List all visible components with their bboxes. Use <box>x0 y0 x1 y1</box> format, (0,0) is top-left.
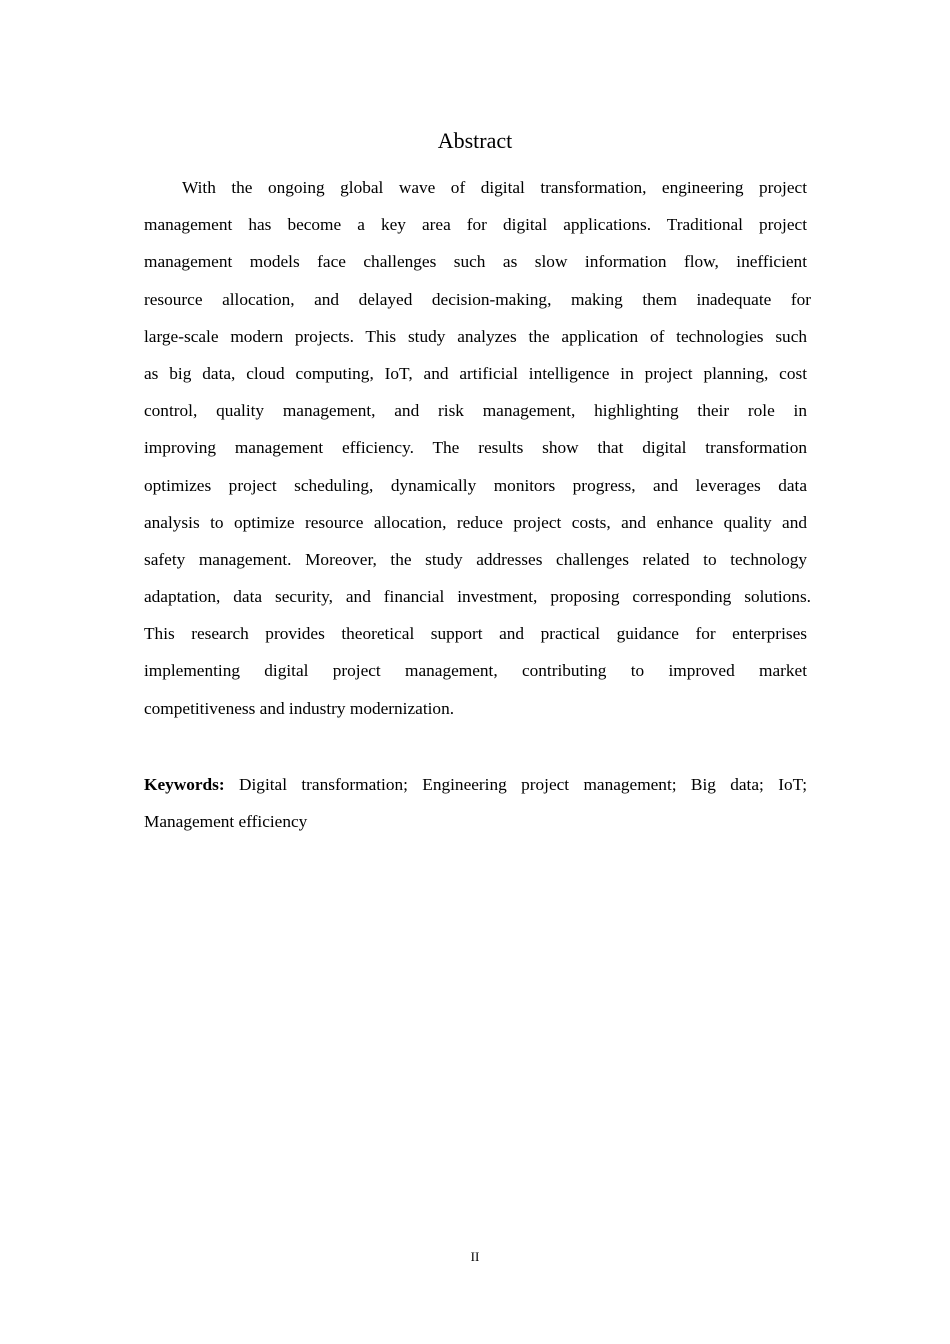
abstract-heading: Abstract <box>437 128 513 153</box>
abstract-line: control, quality management, and risk management, highlighting their role in <box>144 401 807 421</box>
abstract-body <box>144 172 811 730</box>
abstract-line: This research provides theoretical support and practical guidance for enterprises <box>144 624 807 644</box>
keywords-label: Keywords: <box>144 775 225 794</box>
abstract-line: management has become a key area for digital applications. Traditional project <box>144 215 807 235</box>
keywords-line-continued: Management efficiency <box>144 812 308 832</box>
abstract-line: analysis to optimize resource allocation, reduce project costs, and enhance quality and <box>144 512 807 532</box>
keywords-section <box>144 769 807 843</box>
abstract-line: improving management efficiency. The results show that digital transformation <box>144 438 807 458</box>
keywords-line <box>144 769 807 806</box>
keywords-list: Digital transformation; Engineering project management; Big data; IoT; <box>239 775 807 794</box>
abstract-line: optimizes project scheduling, dynamically monitors progress, and leverages data <box>144 475 807 495</box>
page-number: II <box>470 1249 480 1264</box>
abstract-line: resource allocation, and delayed decision-making, making them inadequate for <box>144 289 811 309</box>
abstract-line: as big data, cloud computing, IoT, and artificial intelligence in project planning, cost <box>144 363 807 383</box>
abstract-line: With the ongoing global wave of digital transformation, engineering project <box>182 178 807 197</box>
abstract-line: competitiveness and industry modernization. <box>144 698 455 718</box>
abstract-line: implementing digital project management, contributing to improved market <box>144 661 807 681</box>
abstract-line: adaptation, data security, and financial investment, proposing corresponding solutions. <box>144 587 811 607</box>
abstract-line: safety management. Moreover, the study addresses challenges related to technology <box>144 549 807 569</box>
abstract-line: large-scale modern projects. This study analyzes the application of technologies such <box>144 326 807 346</box>
abstract-line: management models face challenges such as slow information flow, inefficient <box>144 252 807 272</box>
